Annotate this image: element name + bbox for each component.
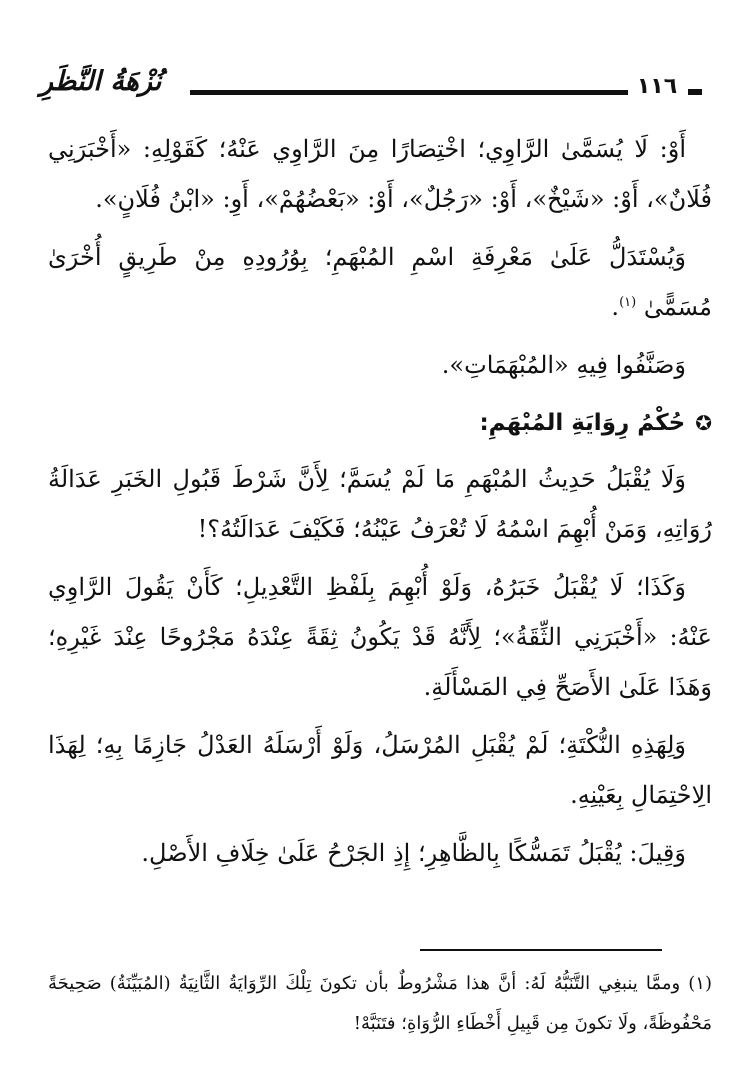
paragraph-compilations: وَصَنَّفُوا فِيهِ «المُبْهَمَاتِ». [441, 351, 686, 379]
footnote-separator [420, 949, 662, 951]
flower-bullet-icon: ✪ [695, 411, 712, 435]
book-title: نُزْهَةُ النَّظَرِ [40, 66, 162, 97]
section-heading [48, 398, 712, 448]
header-rule [190, 90, 628, 95]
paragraph-tadil: وَكَذَا؛ لَا يُقْبَلُ خَبَرُهُ، وَلَوْ أُبْهِمَ بِلَفْظِ التَّعْدِيلِ؛ كَأَنْ يَقُولَ الرَّاوِي عَنْهُ: «أَخْبَرَنِي الثِّقَةُ»؛ لِأَنَّهُ قَدْ يَكُونُ ثِقَةً عِنْدَهُ مَجْرُوحًا عِنْدَ غَيْرِهِ؛ وَهَذَا عَلَىٰ الأَصَحِّ فِي المَسْأَلَةِ. [48, 573, 712, 701]
paragraph-ruling: وَلَا يُقْبَلُ حَدِيثُ المُبْهَمِ مَا لَمْ يُسَمَّ؛ لِأَنَّ شَرْطَ قَبُولِ الخَبَرِ عَدَالَةُ رُوَاتِهِ، وَمَنْ أُبْهِمَ اسْمُهُ لَا تُعْرَفُ عَيْنُهُ؛ فَكَيْفَ عَدَالَتُهُ؟! [48, 465, 712, 543]
footnote [48, 964, 712, 1044]
main-text [48, 124, 712, 886]
running-header [40, 62, 708, 108]
paragraph-alternative-view: وَقِيلَ: يُقْبَلُ تَمَسُّكًا بِالظَّاهِرِ؛ إِذِ الجَرْحُ عَلَىٰ خِلَافِ الأَصْلِ. [141, 839, 686, 867]
page-number: ١١٦ [636, 74, 678, 99]
header-dash [688, 89, 702, 95]
paragraph-text: وَيُسْتَدَلُّ عَلَىٰ مَعْرِفَةِ اسْمِ المُبْهَمِ؛ بِوُرُودِهِ مِنْ طَرِيقٍ أُخْرَىٰ مُسَمًّىٰ [48, 243, 712, 321]
footnote-text: (١) وممَّا ينبغِي التَّنَبُّهُ لَهُ: أنَّ هذا مَشْرُوطٌ بأن تكونَ تِلْكَ الرِّوَايَةُ الثَّانِيَةُ (المُبَيِّنَةُ) صَحِيحَةً مَحْفُوظَةً، ولَا تكونَ مِن قَبِيلِ أَخْطَاءِ الرُّوَاةِ؛ فتَنَبَّهْ! [48, 973, 712, 1034]
section-heading-text: حُكْمُ رِوَايَةِ المُبْهَمِ: [479, 410, 686, 436]
paragraph-mubham-forms: أَوْ: لَا يُسَمَّىٰ الرَّاوِي؛ اخْتِصَارًا مِنَ الرَّاوِي عَنْهُ؛ كَقَوْلِهِ: «أَخْبَرَنِي فُلَانٌ»، أَوْ: «شَيْخٌ»، أَوْ: «رَجُلٌ»، أَوْ: «بَعْضُهُمْ»، أَوِ: «ابْنُ فُلَانٍ». [48, 135, 712, 213]
footnote-reference[interactable]: (١) [619, 295, 637, 310]
paragraph-mursal: وَلِهَذِهِ النُّكْتَةِ؛ لَمْ يُقْبَلِ المُرْسَلُ، وَلَوْ أَرْسَلَهُ العَدْلُ جَازِمًا بِهِ؛ لِهَذَا الِاحْتِمَالِ بِعَيْنِهِ. [48, 731, 712, 809]
paragraph-identifying-mubham: وَيُسْتَدَلُّ عَلَىٰ مَعْرِفَةِ اسْمِ المُبْهَمِ؛ بِوُرُودِهِ مِنْ طَرِيقٍ أُخْرَىٰ مُسَمًّىٰ $^{(١)}$. [48, 243, 712, 321]
